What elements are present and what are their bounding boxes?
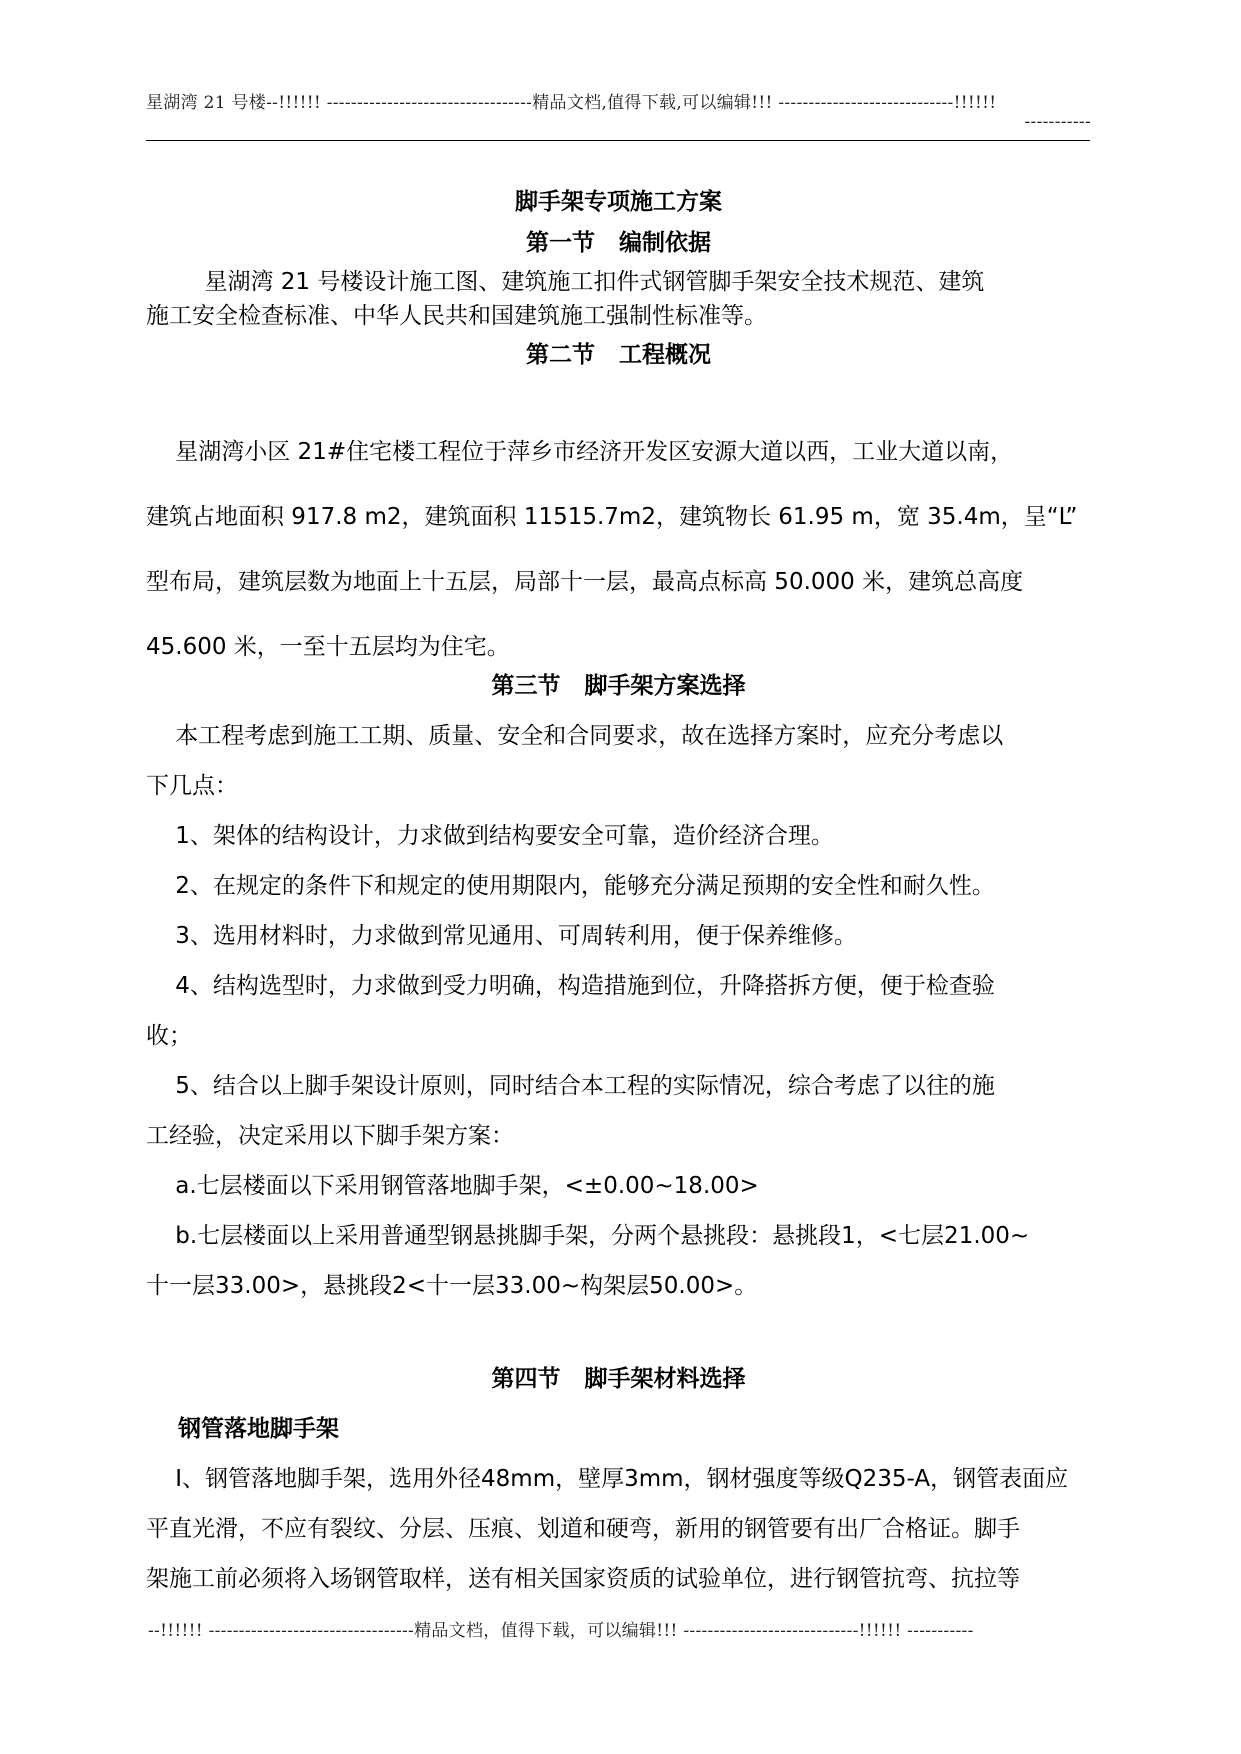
section-4-text-line: Ⅰ、钢管落地脚手架，选用外径48mm，壁厚3mm，钢材强度等级Q235-A，钢管表面应	[146, 1466, 1069, 1492]
page-header: 星湖湾 21 号楼--!!!!!! ----------------------------------精品文档,值得下载,可以编辑!!! -----------------------------!!!!!!	[146, 93, 997, 113]
section-3-text-line: 1、架体的结构设计，力求做到结构要安全可靠，造价经济合理。	[146, 823, 834, 849]
document-title: 脚手架专项施工方案	[515, 189, 722, 215]
section-3-text-line: a.七层楼面以下采用钢管落地脚手架，<±0.00~18.00>	[146, 1173, 759, 1199]
section-3-text-line: 5、结合以上脚手架设计原则，同时结合本工程的实际情况，综合考虑了以往的施	[146, 1073, 995, 1099]
section-4-text-line: 平直光滑，不应有裂纹、分层、压痕、划道和硬弯，新用的钢管要有出厂合格证。脚手	[146, 1516, 1020, 1542]
page-header-continuation: -----------	[1024, 112, 1091, 132]
section-2-heading: 第二节 工程概况	[525, 342, 712, 368]
section-3-heading: 第三节 脚手架方案选择	[491, 673, 746, 699]
section-3-text-line: 3、选用材料时，力求做到常见通用、可周转利用，便于保养维修。	[146, 923, 857, 949]
section-4-heading: 第四节 脚手架材料选择	[491, 1366, 746, 1392]
section-1-heading: 第一节 编制依据	[525, 230, 712, 256]
section-3-text-line: 下几点：	[146, 773, 238, 799]
section-1-text-line: 施工安全检查标准、中华人民共和国建筑施工强制性标准等。	[146, 303, 767, 329]
section-2-text-line: 45.600 米，一至十五层均为住宅。	[146, 634, 510, 660]
section-1-text-line: 星湖湾 21 号楼设计施工图、建筑施工扣件式钢管脚手架安全技术规范、建筑	[146, 269, 985, 295]
section-4-text-line: 架施工前必须将入场钢管取样，送有相关国家资质的试验单位，进行钢管抗弯、抗拉等	[146, 1566, 1020, 1592]
section-2-text-line: 型布局，建筑层数为地面上十五层，局部十一层，最高点标高 50.000 米，建筑总高度	[146, 569, 1024, 595]
section-3-text-line: 收；	[146, 1023, 192, 1049]
section-3-text-line: 工经验，决定采用以下脚手架方案：	[146, 1123, 514, 1149]
page-footer: --!!!!!! ----------------------------------精品文档，值得下载，可以编辑!!! -----------------------------!!!!!! -----------	[148, 1621, 974, 1641]
section-2-text-line: 建筑占地面积 917.8 m2，建筑面积 11515.7m2，建筑物长 61.95 m，宽 35.4m，呈“L”	[146, 504, 1078, 530]
section-3-text-line: 2、在规定的条件下和规定的使用期限内，能够充分满足预期的安全性和耐久性。	[146, 873, 995, 899]
section-3-text-line: b.七层楼面以上采用普通型钢悬挑脚手架，分两个悬挑段：悬挑段1，<七层21.00~	[146, 1223, 1030, 1249]
section-4-subheading: 钢管落地脚手架	[146, 1416, 340, 1442]
header-divider	[146, 140, 1090, 141]
section-3-text-line: 4、结构选型时，力求做到受力明确，构造措施到位，升降搭拆方便，便于检查验	[146, 973, 995, 999]
section-3-text-line: 十一层33.00>，悬挑段2<十一层33.00~构架层50.00>。	[146, 1273, 758, 1299]
section-2-text-line: 星湖湾小区 21#住宅楼工程位于萍乡市经济开发区安源大道以西，工业大道以南，	[146, 439, 1014, 465]
section-3-text-line: 本工程考虑到施工工期、质量、安全和合同要求，故在选择方案时，应充分考虑以	[146, 723, 1004, 749]
